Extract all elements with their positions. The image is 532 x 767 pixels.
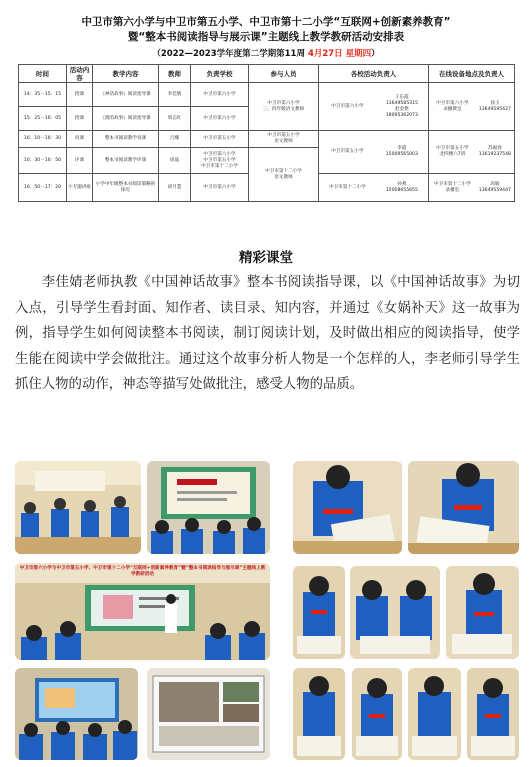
cell-time: 14：35－15：15 — [19, 83, 67, 107]
page-title-line2: 暨“整本书阅读指导与展示课”主题线上教学教研活动安排表 — [127, 31, 405, 43]
cell-teacher: 李佳婧 — [159, 83, 191, 107]
device-place: 中卫市第六小学 录播教室 — [436, 100, 469, 112]
cell-content: 《神话故事》阅读指导课 — [93, 83, 159, 107]
section-body: 李佳婧老师执教《中国神话故事》整本书阅读指导课，以《中国神话故事》为切入点，引导学生看封面、知作者、读目录、知内容，并通过《女娲补天》这一故事为例，指导学生如何阅读整本书阅读，制订阅读计划，及时做出相应的阅读指导，使学生能在阅读中学会做批注。通过这个故事分析人物是一个怎样的人，李老师引导学生抓住人物的动作，神态等描写处做批注，感受人物的品质。 — [15, 275, 520, 393]
subtitle-date: 4月27日 — [307, 49, 343, 59]
student-photo — [408, 668, 461, 760]
leader-school: 中卫市第六小学 — [331, 103, 364, 109]
student-photo — [293, 566, 345, 659]
cell-school: 中卫市第六小学 中卫市第五小学 中卫市第十二小学 — [191, 148, 249, 174]
header-activity: 活动内容 — [67, 65, 93, 83]
cell-time: 16：10－16：30 — [19, 131, 67, 148]
cell-school: 中卫市第六小学 — [191, 107, 249, 131]
cell-time: 16：50－17：20 — [19, 174, 67, 202]
cell-activity: 授课 — [67, 83, 93, 107]
student-writing-photo — [408, 461, 519, 554]
student-photo — [352, 668, 402, 760]
classroom-banner-photo — [15, 563, 270, 660]
cell-participants: 中卫市第五小学 语文教师 — [249, 131, 319, 148]
cell-activity: 评课 — [67, 148, 93, 174]
leader-person: 孙燕 15008655655 — [385, 181, 418, 193]
device-place: 中卫市第十二小学 录播室 — [433, 181, 471, 193]
schedule-table — [18, 64, 515, 202]
cell-school: 中卫市第五小学 — [191, 131, 249, 148]
table-row — [19, 83, 515, 107]
cell-content: 整本书阅读教学评课 — [93, 148, 159, 174]
cell-time: 15：25－16：05 — [19, 107, 67, 131]
cell-teacher: 徐晶 — [159, 148, 191, 174]
cell-school: 中卫市第六小学 — [191, 83, 249, 107]
table-row — [19, 131, 515, 148]
section-heading: 精彩课堂 — [239, 250, 293, 266]
cell-school: 中卫市第六小学 — [191, 174, 249, 202]
photo-banner-caption: 中卫市第六小学与中卫市第五小学、中卫市第十二小学“互联网+创新素养教育”暨“整本书阅读指导与展示课”主题线上教学教研活动 — [19, 566, 266, 577]
students-reading-photo — [350, 566, 440, 659]
subtitle-weekday: 星期四 — [345, 49, 372, 59]
cell-activity: 授课 — [67, 107, 93, 131]
leader-person: 王东霞 13649585315 赵金艳 18095362073 — [385, 94, 418, 118]
device-person: 高敏 13649559447 — [478, 181, 511, 193]
leader-school: 中卫市第十二小学 — [328, 184, 366, 190]
subtitle-suffix: ） — [371, 49, 380, 59]
online-classroom-photo — [15, 668, 138, 760]
header-teacher: 教师 — [159, 65, 191, 83]
header-leaders: 各校活动负责人 — [319, 65, 429, 83]
cell-teacher: 吕娜 — [159, 131, 191, 148]
device-person: 苏福春 13619237548 — [478, 146, 511, 157]
subtitle-prefix: （2022—2023学年度第二学期第11周 — [152, 49, 305, 59]
header-devices: 在线设备地点及负责人 — [429, 65, 515, 83]
video-conference-photo — [147, 668, 270, 760]
header-participants: 参与人员 — [249, 65, 319, 83]
cell-participants: 中卫市第十二小学 语文教师 — [249, 148, 319, 202]
header-school: 负责学校 — [191, 65, 249, 83]
cell-teacher: 胡月慧 — [159, 174, 191, 202]
schedule-subtitle — [0, 47, 532, 59]
leader-person: 李霞 15009565003 — [385, 146, 418, 157]
table-header-row — [19, 65, 515, 83]
device-place: 中卫市第五小学 北四楼六7班 — [436, 146, 469, 157]
cell-activity: 说课 — [67, 131, 93, 148]
lesson-screen-photo — [147, 461, 270, 554]
student-photo — [293, 668, 345, 760]
header-content: 教学内容 — [93, 65, 159, 83]
cell-time: 16：30－16：50 — [19, 148, 67, 174]
cell-content: 小学中年级整本书阅读策略的探究 — [93, 174, 159, 202]
cell-content: 《窗的故事》阅读指导课 — [93, 107, 159, 131]
cell-activity: 小专题讲座 — [67, 174, 93, 202]
leader-school: 中卫市第五小学 — [331, 149, 364, 154]
cell-participants: 中卫市第六小学 三、四年级语文教师 — [249, 83, 319, 131]
student-annotating-photo — [446, 566, 519, 659]
page-title-line1: 中卫市第六小学与中卫市第五小学、中卫市第十二小学“互联网+创新素养教育” — [81, 16, 451, 28]
header-time: 时间 — [19, 65, 67, 83]
student-photo — [467, 668, 519, 760]
device-person: 徐玉 13649595427 — [478, 100, 511, 112]
student-reading-photo — [293, 461, 402, 554]
cell-teacher: 周志红 — [159, 107, 191, 131]
cell-content: 整本书阅读教学说课 — [93, 131, 159, 148]
classroom-photo — [15, 461, 141, 554]
